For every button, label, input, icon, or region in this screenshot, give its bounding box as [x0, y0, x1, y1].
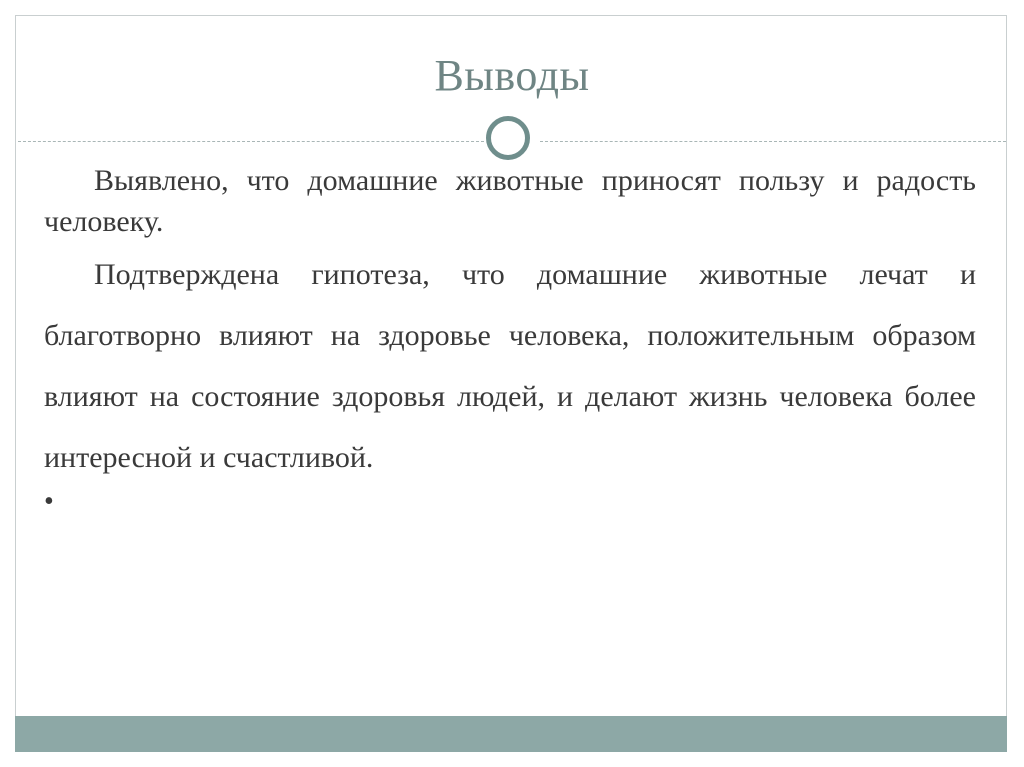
title-divider-right	[540, 141, 1006, 142]
title-divider-left	[18, 141, 484, 142]
paragraph-findings: Выявлено, что домашние животные приносят пользу и радость человеку.	[44, 164, 976, 238]
slide-content	[44, 160, 976, 522]
footer-bar	[15, 716, 1007, 752]
empty-bullet: •	[44, 486, 54, 517]
paragraph-hypothesis: Подтверждена гипотеза, что домашние животные лечат и благотворно влияют на здоровье человека, положительным образом влияют на состояние здоровья людей, и делают жизнь человека более интересной и счастливой.	[44, 258, 976, 474]
ring-icon	[486, 116, 530, 160]
slide-title: Выводы	[434, 51, 590, 100]
